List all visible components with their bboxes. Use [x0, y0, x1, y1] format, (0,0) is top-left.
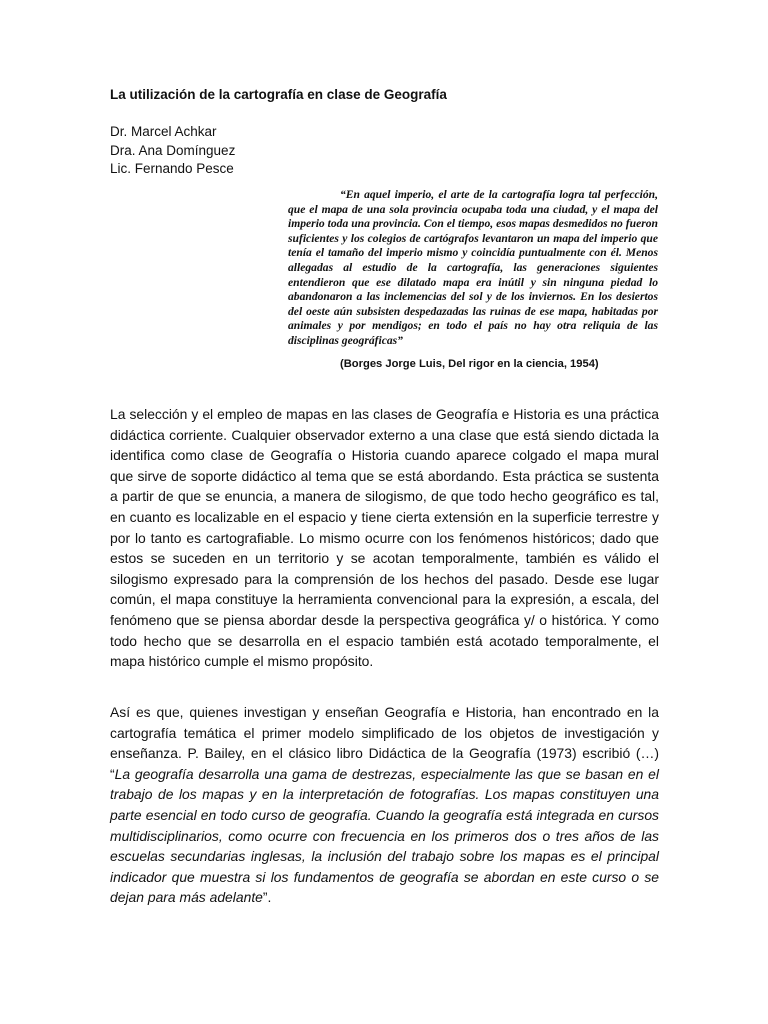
- paragraph-intro-text: Así es que, quienes investigan y enseñan Geografía e Historia, han encontrado en la cartografía temática el primer modelo simplificado de los objetos de investigación y enseñanza. P. Bailey, en el clásico libro Didáctica de la Geografía (1973) escribió (…) “: [110, 704, 659, 782]
- body-paragraph: La selección y el empleo de mapas en las clases de Geografía e Historia es una práctica didáctica corriente. Cualquier observador externo a una clase que está siendo dictada la identifica como clase de Geografía o Historia cuando aparece colgado el mapa mural que sirve de soporte didáctico al tema que se está abordando. Esta práctica se sustenta a partir de que se enuncia, a manera de silogismo, de que todo hecho geográfico es tal, en cuanto es localizable en el espacio y tiene cierta extensión en la superficie terrestre y por lo tanto es cartografiable. Lo mismo ocurre con los fenómenos históricos; dado que estos se suceden en un territorio y se acotan temporalmente, también es válido el silogismo expresado para la comprensión de los hechos del pasado. Desde ese lugar común, el mapa constituye la herramienta convencional para la expresión, a escala, del fenómeno que se piensa abordar desde la perspectiva geográfica y/ o histórica. Y como todo hecho que se desarrolla en el espacio también está acotado temporalmente, el mapa histórico cumple el mismo propósito.: [110, 406, 659, 670]
- author-name: Lic. Fernando Pesce: [110, 161, 234, 176]
- author-name: Dr. Marcel Achkar: [110, 124, 217, 139]
- epigraph-quote: “En aquel imperio, el arte de la cartografía logra tal perfección, que el mapa de una sola provincia ocupaba toda una ciudad, y el mapa del imperio toda una provincia. Con el tiempo, esos mapas desmedidos no fueron suficientes y los colegios de cartógrafos levantaron un mapa del imperio que tenía el tamaño del imperio mismo y coincidía puntualmente con él. Menos allegadas al estudio de la cartografía, las generaciones siguientes entendieron que ese dilatado mapa era inútil y sin ninguna piedad lo abandonaron a las inclemencias del sol y de los inviernos. En los desiertos del oeste aún subsisten despedazadas las ruinas de ese mapa, habitadas por animales y por mendigos; en todo el país no hay otra reliquia de las disciplinas geográficas”: [288, 188, 658, 347]
- document-title: La utilización de la cartografía en clase de Geografía: [110, 87, 447, 102]
- author-name: Dra. Ana Domínguez: [110, 142, 236, 158]
- body-paragraph: [110, 702, 659, 908]
- author-list: [110, 123, 235, 179]
- epigraph-source: (Borges Jorge Luis, Del rigor en la ciencia, 1954): [340, 358, 599, 370]
- quote-closing: ”.: [262, 889, 272, 906]
- bailey-quote: La geografía desarrolla una gama de destrezas, especialmente las que se basan en el trabajo de los mapas y en la interpretación de fotografías. Los mapas constituyen una parte esencial en todo curso de geografía. Cuando la geografía está integrada en cursos multidisciplinarios, como ocurre con frecuencia en los primeros dos o tres años de las escuelas secundarias inglesas, la inclusión del trabajo sobre los mapas es el principal indicador que muestra si los fundamentos de geografía se abordan en este curso o se dejan para más adelante: [110, 765, 659, 906]
